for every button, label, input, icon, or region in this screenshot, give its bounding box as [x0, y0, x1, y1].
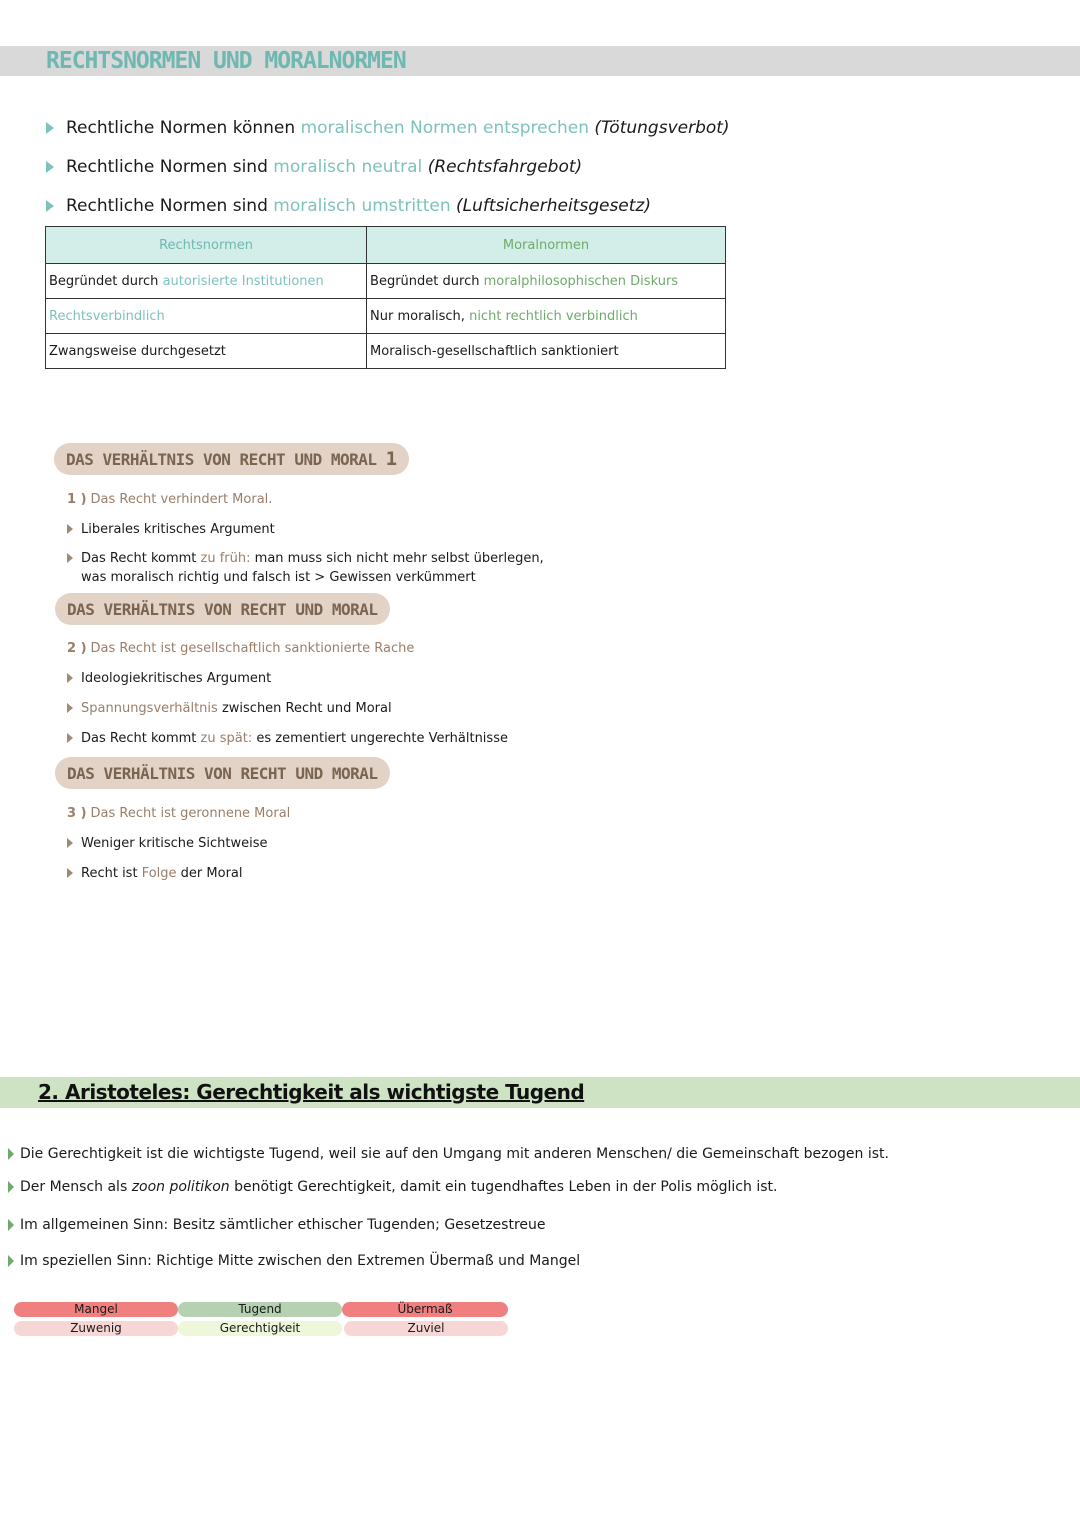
- bullet-arrow-icon: [46, 122, 54, 134]
- column-header-moralnormen: Moralnormen: [367, 227, 726, 264]
- table-cell: Rechtsverbindlich: [46, 299, 367, 334]
- table-cell: Moralisch-gesellschaftlich sanktioniert: [367, 334, 726, 369]
- list-item: Weniger kritische Sichtweise: [67, 828, 290, 858]
- list-item: Der Mensch als zoon politikon benötigt Gerechtigkeit, damit ein tugendhaftes Leben in der Polis möglich ist.: [8, 1179, 777, 1195]
- verhaeltnis-heading-2: DAS VERHÄLTNIS VON RECHT UND MORAL: [55, 593, 390, 625]
- bullet-arrow-icon: [46, 161, 54, 173]
- list-item: Ideologiekritisches Argument: [67, 663, 508, 693]
- section-title: RECHTSNORMEN UND MORALNORMEN: [46, 48, 406, 74]
- column-header-rechtsnormen: Rechtsnormen: [46, 227, 367, 264]
- norms-comparison-table: [45, 226, 726, 369]
- list-item: Liberales kritisches Argument: [67, 514, 544, 544]
- bullet-arrow-icon: [46, 200, 54, 212]
- scale-gerechtigkeit: Gerechtigkeit: [178, 1321, 342, 1336]
- list-item: Rechtliche Normen können moralischen Normen entsprechen (Tötungsverbot): [46, 108, 730, 147]
- list-item: Im allgemeinen Sinn: Besitz sämtlicher ethischer Tugenden; Gesetzestreue: [8, 1217, 546, 1233]
- list-item: Im speziellen Sinn: Richtige Mitte zwischen den Extremen Übermaß und Mangel: [8, 1253, 580, 1269]
- bullet-arrow-icon: [67, 703, 73, 713]
- bullet-arrow-icon: [67, 673, 73, 683]
- bullet-arrow-icon: [67, 524, 73, 534]
- scale-mangel: Mangel: [14, 1302, 178, 1317]
- table-row: [46, 264, 726, 299]
- verhaeltnis-heading-1: DAS VERHÄLTNIS VON RECHT UND MORAL 1: [54, 443, 409, 475]
- table-cell: Nur moralisch, nicht rechtlich verbindlich: [367, 299, 726, 334]
- table-cell: Begründet durch autorisierte Institutionen: [46, 264, 367, 299]
- bullet-arrow-icon: [8, 1148, 14, 1160]
- thesis: 2 ) Das Recht ist gesellschaftlich sanktionierte Rache: [67, 640, 415, 656]
- verhaeltnis-heading-3: DAS VERHÄLTNIS VON RECHT UND MORAL: [55, 757, 390, 789]
- scale-zuviel: Zuviel: [344, 1321, 508, 1336]
- bullet-arrow-icon: [67, 868, 73, 878]
- bullet-arrow-icon: [67, 553, 73, 563]
- bullet-arrow-icon: [8, 1181, 14, 1193]
- thesis: 3 ) Das Recht ist geronnene Moral: [67, 805, 291, 821]
- section-header-rechtsnormen: [0, 46, 1080, 76]
- section-title: 2. Aristoteles: Gerechtigkeit als wichtigste Tugend: [38, 1080, 585, 1104]
- bullet-arrow-icon: [8, 1219, 14, 1231]
- bullet-arrow-icon: [8, 1255, 14, 1267]
- table-row: [46, 334, 726, 369]
- list-item: Die Gerechtigkeit ist die wichtigste Tugend, weil sie auf den Umgang mit anderen Menschen/ die Gemeinschaft bezogen ist.: [8, 1146, 889, 1162]
- scale-zuwenig: Zuwenig: [14, 1321, 178, 1336]
- table-row: [46, 299, 726, 334]
- verhaeltnis-list-1: [67, 484, 544, 586]
- section-header-aristoteles: [0, 1077, 1080, 1108]
- table-header-row: [46, 227, 726, 264]
- scale-uebermass: Übermaß: [342, 1302, 508, 1317]
- scale-tugend: Tugend: [178, 1302, 342, 1317]
- list-item: Rechtliche Normen sind moralisch umstritten (Luftsicherheitsgesetz): [46, 186, 730, 225]
- table-cell: Zwangsweise durchgesetzt: [46, 334, 367, 369]
- norm-bullet-list: [46, 108, 730, 225]
- list-item: Spannungsverhältnis zwischen Recht und Moral: [67, 693, 508, 723]
- list-item: Das Recht kommt zu spät: es zementiert ungerechte Verhältnisse: [67, 723, 508, 753]
- list-item: Recht ist Folge der Moral: [67, 858, 290, 888]
- verhaeltnis-list-2: [67, 633, 508, 753]
- list-item: Rechtliche Normen sind moralisch neutral (Rechtsfahrgebot): [46, 147, 730, 186]
- list-item: Das Recht kommt zu früh: man muss sich nicht mehr selbst überlegen,: [67, 548, 544, 568]
- bullet-arrow-icon: [67, 838, 73, 848]
- bullet-arrow-icon: [67, 733, 73, 743]
- thesis: 1 ) Das Recht verhindert Moral.: [67, 491, 273, 507]
- verhaeltnis-list-3: [67, 798, 290, 888]
- table-cell: Begründet durch moralphilosophischen Diskurs: [367, 264, 726, 299]
- list-item-continuation: was moralisch richtig und falsch ist > Gewissen verkümmert: [81, 569, 476, 585]
